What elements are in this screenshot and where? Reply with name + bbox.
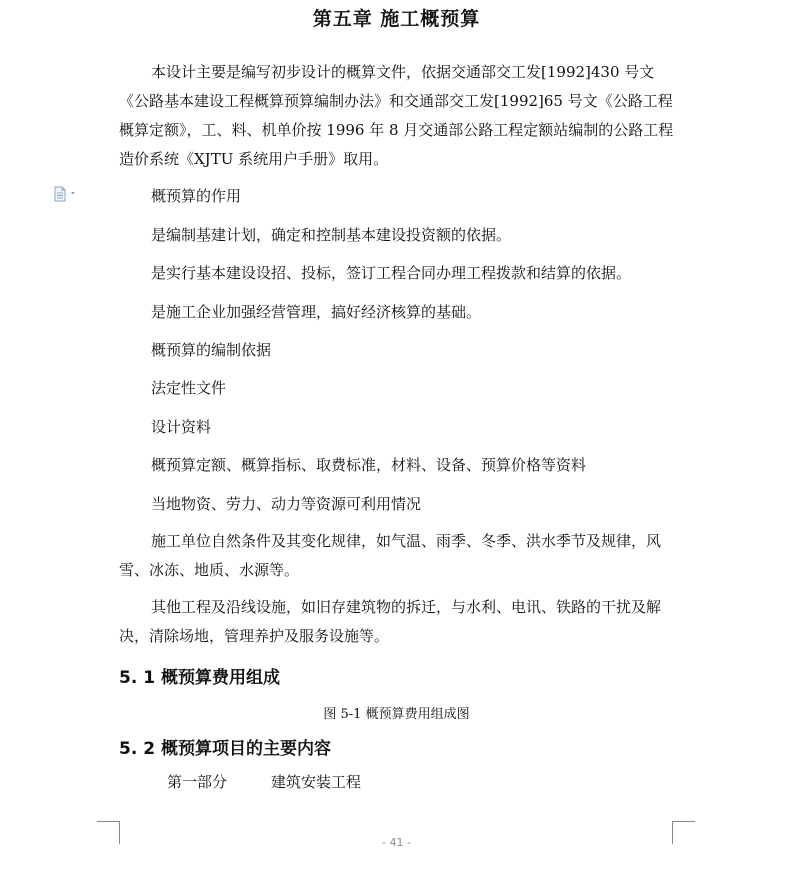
chapter-title: 第五章 施工概预算	[312, 8, 481, 30]
natural-conditions-paragraph: 施工单位自然条件及其变化规律，如气温、雨季、冬季、洪水季节及规律，风雪、冰冻、地质、水源等。	[119, 532, 662, 579]
intro-paragraph: 本设计主要是编写初步设计的概算文件，依据交通部交工发[1992]430 号文《公路基本建设工程概算预算编制办法》和交通部交工发[1992]65 号文《公路工程概算定额》，工、料、机单价按 1996 年 8 月交通部公路工程定额站编制的公路工程造价系统《XJTU 系统用户手册》取用。	[119, 63, 674, 168]
text-line: 当地物资、劳力、动力等资源可利用情况	[151, 495, 422, 513]
section-heading-5-1: 5. 1 概预算费用组成	[119, 668, 280, 688]
document-dropdown-icon[interactable]	[54, 186, 84, 202]
text-line: 设计资料	[151, 418, 212, 436]
text-line: 法定性文件	[151, 379, 227, 397]
part-one-text: 建筑安装工程	[271, 773, 362, 791]
text-line: 是编制基建计划，确定和控制基本建设投资额的依据。	[151, 226, 512, 244]
text-line: 是施工企业加强经营管理，搞好经济核算的基础。	[151, 303, 482, 321]
text-line: 概预算定额、概算指标、取费标准，材料、设备、预算价格等资料	[151, 456, 587, 474]
text-line: 概预算的编制依据	[151, 341, 272, 359]
section-heading-5-2: 5. 2 概预算项目的主要内容	[119, 739, 331, 759]
text-line: 是实行基本建设设招、投标，签订工程合同办理工程拨款和结算的依据。	[151, 264, 632, 282]
page-number: - 41 -	[382, 836, 411, 849]
part-one-label: 第一部分	[167, 773, 228, 791]
other-works-paragraph: 其他工程及沿线设施，如旧存建筑物的拆迁，与水利、电讯、铁路的干扰及解决，清除场地，管理养护及服务设施等。	[119, 598, 662, 645]
text-line: 概预算的作用	[151, 187, 242, 205]
part-one-row	[167, 771, 361, 792]
figure-caption: 图 5-1 概预算费用组成图	[323, 707, 470, 722]
